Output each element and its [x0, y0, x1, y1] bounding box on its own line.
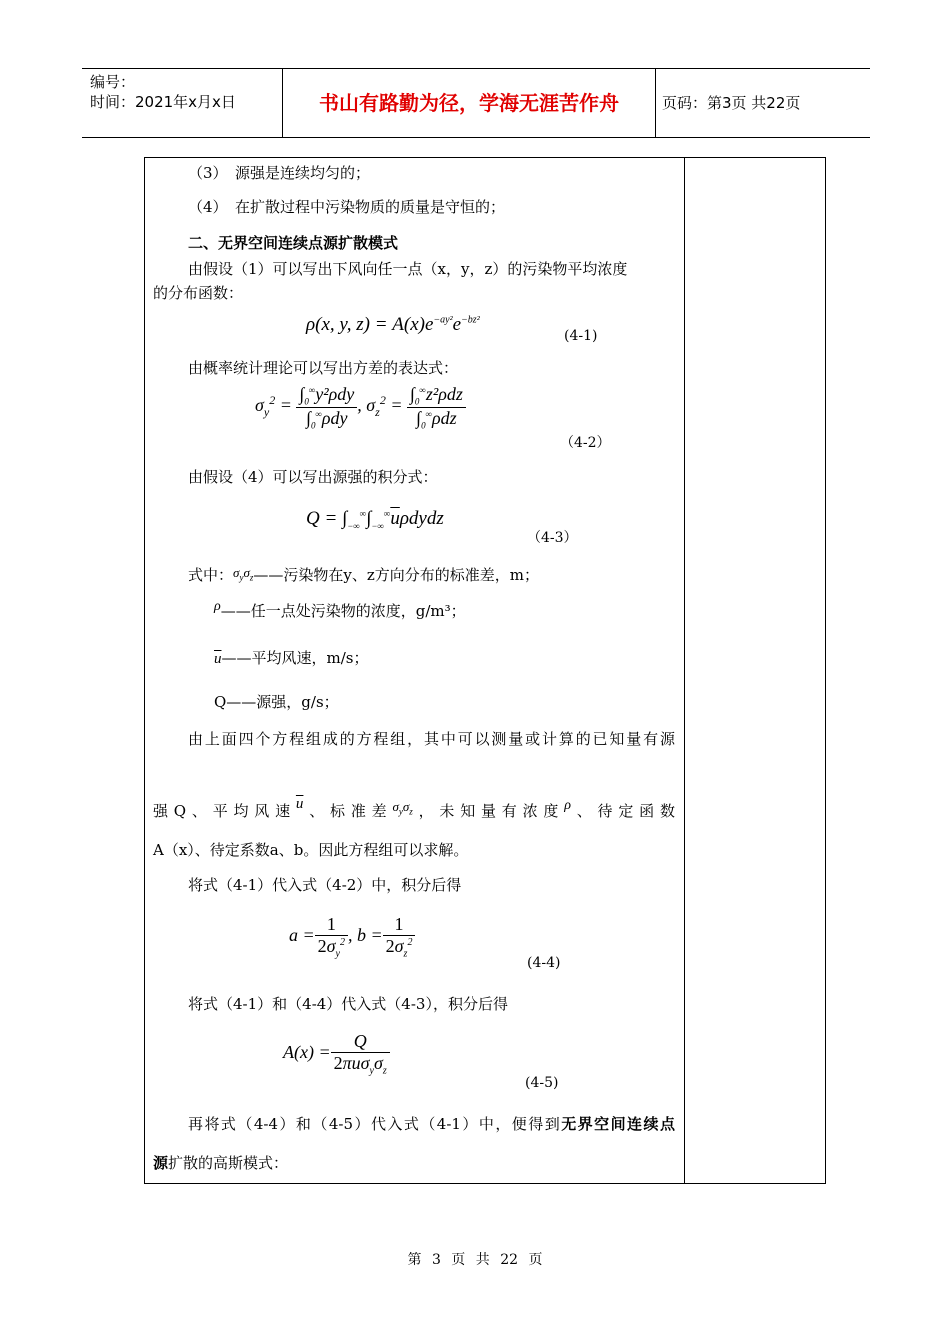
assumption-4: （4） 在扩散过程中污染物质的质量是守恒的； [188, 198, 506, 216]
paragraph-7-line-1 [188, 1114, 675, 1134]
paragraph-2: 由概率统计理论可以写出方差的表达式： [188, 359, 459, 377]
paragraph-3: 由假设（4）可以写出源强的积分式： [188, 468, 438, 486]
definition-sigma: ——污染物在y、z方向分布的标准差，m； [253, 566, 539, 584]
paragraph-7-text-a: 再将式（4-4）和（4-5）代入式（4-1）中，便得到 [188, 1115, 562, 1133]
equation-4-2: $\sigma_y^2$ = $\frac{\int_0^\infty y^2\rho dy}{\int_0^\infty\rho dy}$ , $\sigma_z^2$ = $\frac{\int_0^\infty z^2\rho dz}{\int_0^\infty\rho dz}$ [255, 384, 466, 430]
page-footer: 第 3 页 共 22 页 [407, 1252, 543, 1268]
paragraph-4-text-b: 、标准差 [303, 802, 393, 820]
equation-4-4: a = $\frac{1}{2\sigma_y^2}$ , b = $\frac{1}{2\sigma_z^2}$ [289, 914, 415, 960]
equation-4-3: $Q = \int_{-\infty}^\infty\int_{-\infty}^\infty\overline{u}\rho dydz$ [306, 508, 444, 531]
section-title: 二、无界空间连续点源扩散模式 [188, 234, 399, 252]
paragraph-7-bold-b: 源 [153, 1154, 169, 1172]
equation-4-5-tag: (4-5) [525, 1075, 559, 1091]
equation-4-2-tag: （4-2） [560, 435, 611, 451]
equation-4-5: A(x) = $\frac{Q}{2\pi\overline{u}\sigma_y\sigma_z}$ [283, 1031, 390, 1077]
time-label: 时间：2021年x月x日 [90, 93, 236, 111]
definition-intro: 式中：$\sigma_y\sigma_z——$污染物在y、z方向分布的标准差，m； [188, 565, 539, 584]
definition-intro-label: 式中： [188, 566, 234, 584]
header-meta [82, 69, 282, 137]
header-page-info: 页码：第3页 共22页 [662, 94, 801, 112]
paragraph-5: 将式（4-1）代入式（4-2）中，积分后得 [188, 876, 462, 894]
definition-u-row: $\overline{u}——$平均风速，m/s； [214, 649, 369, 667]
definition-rho: ——任一点处污染物的浓度，g/m³； [220, 602, 466, 620]
header-motto: 书山有路勤为径，学海无涯苦作舟 [282, 69, 656, 137]
content-table [144, 157, 826, 1184]
paragraph-4-text-c: ，未知量有浓度 [412, 802, 565, 820]
equation-4-1: ρ(x, y, $z) = A(x)e^{-ay^2}e^{-bz^2}$ [306, 314, 480, 335]
equation-4-1-tag: (4-1) [564, 328, 598, 344]
definition-u: ——平均风速，m/s； [221, 649, 369, 667]
paragraph-6: 将式（4-1）和（4-4）代入式（4-3），积分后得 [188, 995, 508, 1013]
paragraph-4-line-2: 强Q、平均风速$\overline{u}$、标准差$\sigma_y\sigma_z$，未知量有浓度ρ、待定函数 [153, 796, 675, 820]
paragraph-1-line-1: 由假设（1）可以写出下风向任一点（x，y，z）的污染物平均浓度 [188, 260, 628, 278]
definition-rho-row: ρ——任一点处污染物的浓度，g/m³； [214, 599, 466, 620]
paragraph-7-text-b: 扩散的高斯模式： [168, 1154, 289, 1172]
paragraph-7-line-2 [153, 1153, 288, 1173]
paragraph-4-line-3: A（x）、待定系数a、b。因此方程组可以求解。 [153, 841, 469, 859]
paragraph-4-text-a: 强Q、平均风速 [153, 802, 296, 820]
paragraph-7-bold-a: 无界空间连续点 [561, 1115, 675, 1133]
paragraph-1-line-2: 的分布函数： [153, 284, 244, 302]
paragraph-4-line-1: 由上面四个方程组成的方程组，其中可以测量或计算的已知量有源 [188, 730, 675, 748]
assumption-3: （3） 源强是连续均匀的； [188, 164, 371, 182]
number-label: 编号： [90, 73, 136, 91]
equation-4-3-tag: （4-3） [527, 530, 578, 546]
table-column-divider [684, 158, 685, 1183]
page-header [82, 68, 870, 138]
definition-q: Q——源强，g/s； [214, 693, 339, 711]
paragraph-4-text-d: 、待定函数 [570, 802, 675, 820]
equation-4-4-tag: (4-4) [527, 955, 561, 971]
